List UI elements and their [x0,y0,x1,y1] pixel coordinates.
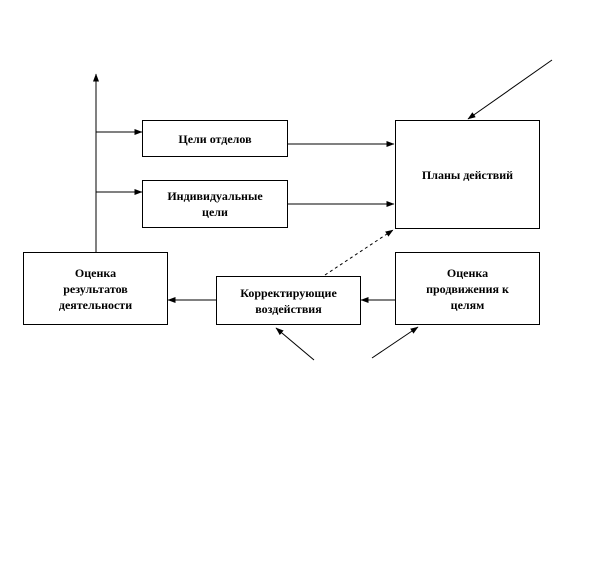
node-department-goals: Цели отделов [142,120,288,157]
node-action-plans: Планы действий [395,120,540,229]
node-corrective-actions: Корректирующие воздействия [216,276,361,325]
arrow-external-to-corrective [276,328,314,360]
dashed-arrow-corrective-to-plans [325,230,393,275]
node-performance-evaluation: Оценка результатов деятельности [23,252,168,325]
node-individual-goals: Индивидуальные цели [142,180,288,228]
arrow-external-to-plans [468,60,552,119]
arrow-external-to-progress [372,327,418,358]
node-progress-evaluation: Оценка продвижения к целям [395,252,540,325]
